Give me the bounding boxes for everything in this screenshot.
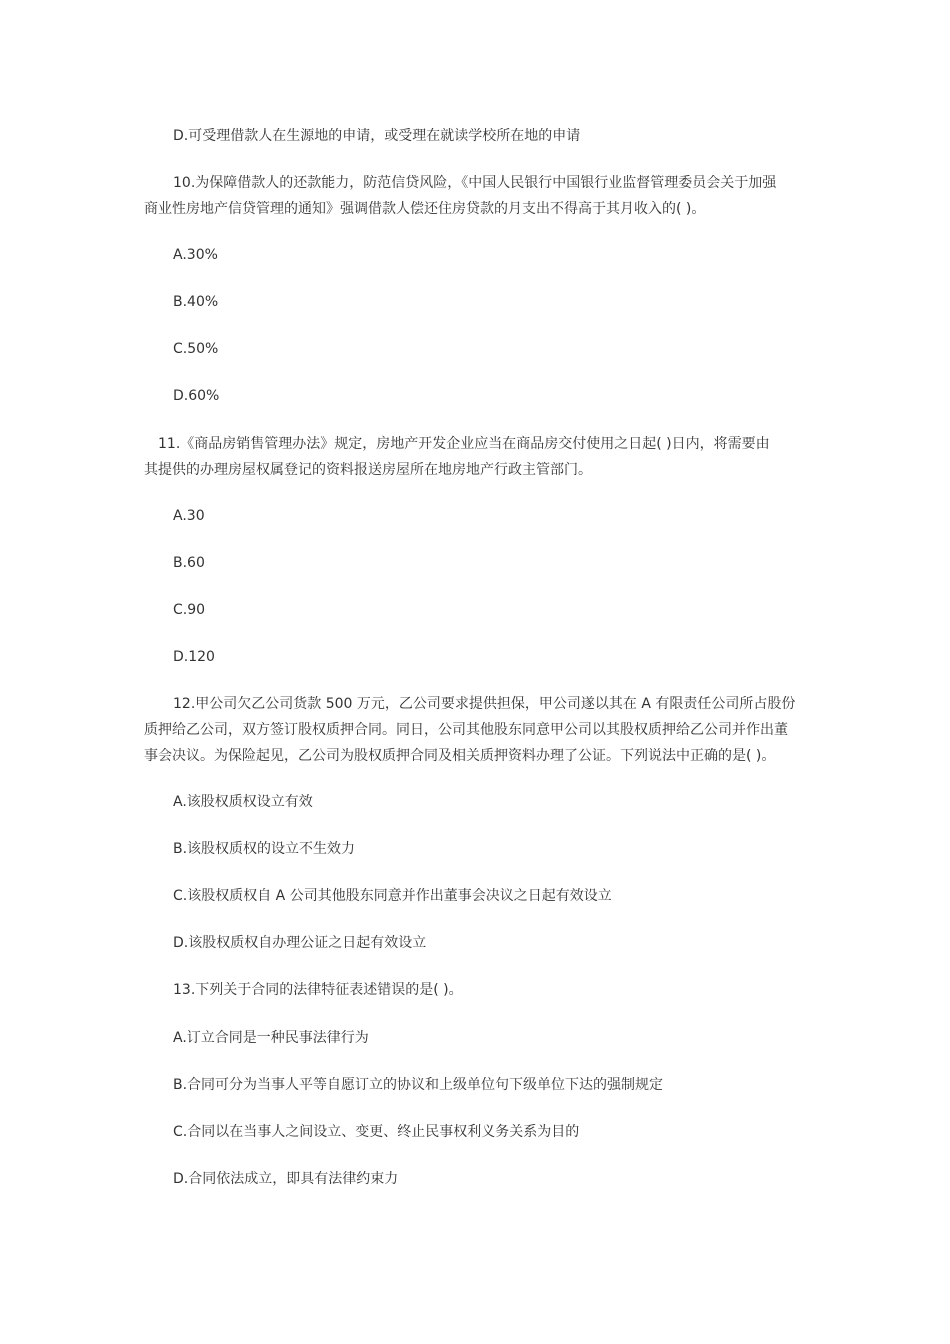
- q13-option-a: A.订立合同是一种民事法律行为: [173, 1030, 369, 1046]
- q10-text-line-1: 10.为保障借款人的还款能力，防范信贷风险，《中国人民银行中国银行业监督管理委员会关于加强: [173, 175, 777, 191]
- q10-text-line-2: 商业性房地产信贷管理的通知》强调借款人偿还住房贷款的月支出不得高于其月收入的( )。: [144, 201, 706, 217]
- q10-option-a: A.30%: [173, 247, 218, 263]
- q12-text-line-1: 12.甲公司欠乙公司货款 500 万元，乙公司要求提供担保，甲公司遂以其在 A 有限责任公司所占股份: [173, 696, 796, 712]
- q13-option-b: B.合同可分为当事人平等自愿订立的协议和上级单位句下级单位下达的强制规定: [173, 1077, 664, 1093]
- q11-option-a: A.30: [173, 508, 205, 524]
- q12-option-c: C.该股权质权自 A 公司其他股东同意并作出董事会决议之日起有效设立: [173, 888, 612, 904]
- q11-text-line-2: 其提供的办理房屋权属登记的资料报送房屋所在地房地产行政主管部门。: [144, 462, 592, 478]
- q12-option-d: D.该股权质权自办理公证之日起有效设立: [173, 935, 427, 951]
- q13-option-c: C.合同以在当事人之间设立、变更、终止民事权利义务关系为目的: [173, 1124, 580, 1140]
- q12-option-b: B.该股权质权的设立不生效力: [173, 841, 356, 857]
- q13-option-d: D.合同依法成立，即具有法律约束力: [173, 1171, 399, 1187]
- q10-option-c: C.50%: [173, 341, 219, 357]
- q12-text-line-3: 事会决议。为保险起见，乙公司为股权质押合同及相关质押资料办理了公证。下列说法中正确的是( )。: [144, 748, 776, 764]
- q9-option-d: D.可受理借款人在生源地的申请，或受理在就读学校所在地的申请: [173, 128, 581, 144]
- q11-option-b: B.60: [173, 555, 205, 571]
- q12-option-a: A.该股权质权设立有效: [173, 794, 313, 810]
- q11-option-c: C.90: [173, 602, 206, 618]
- q11-text-line-1: 11.《商品房销售管理办法》规定，房地产开发企业应当在商品房交付使用之日起( )日内，将需要由: [158, 436, 770, 452]
- q13-text-line-1: 13.下列关于合同的法律特征表述错误的是( )。: [173, 982, 463, 998]
- q12-text-line-2: 质押给乙公司，双方签订股权质押合同。同日，公司其他股东同意甲公司以其股权质押给乙公司并作出董: [144, 722, 788, 738]
- q10-option-d: D.60%: [173, 388, 220, 404]
- q11-option-d: D.120: [173, 649, 215, 665]
- q10-option-b: B.40%: [173, 294, 219, 310]
